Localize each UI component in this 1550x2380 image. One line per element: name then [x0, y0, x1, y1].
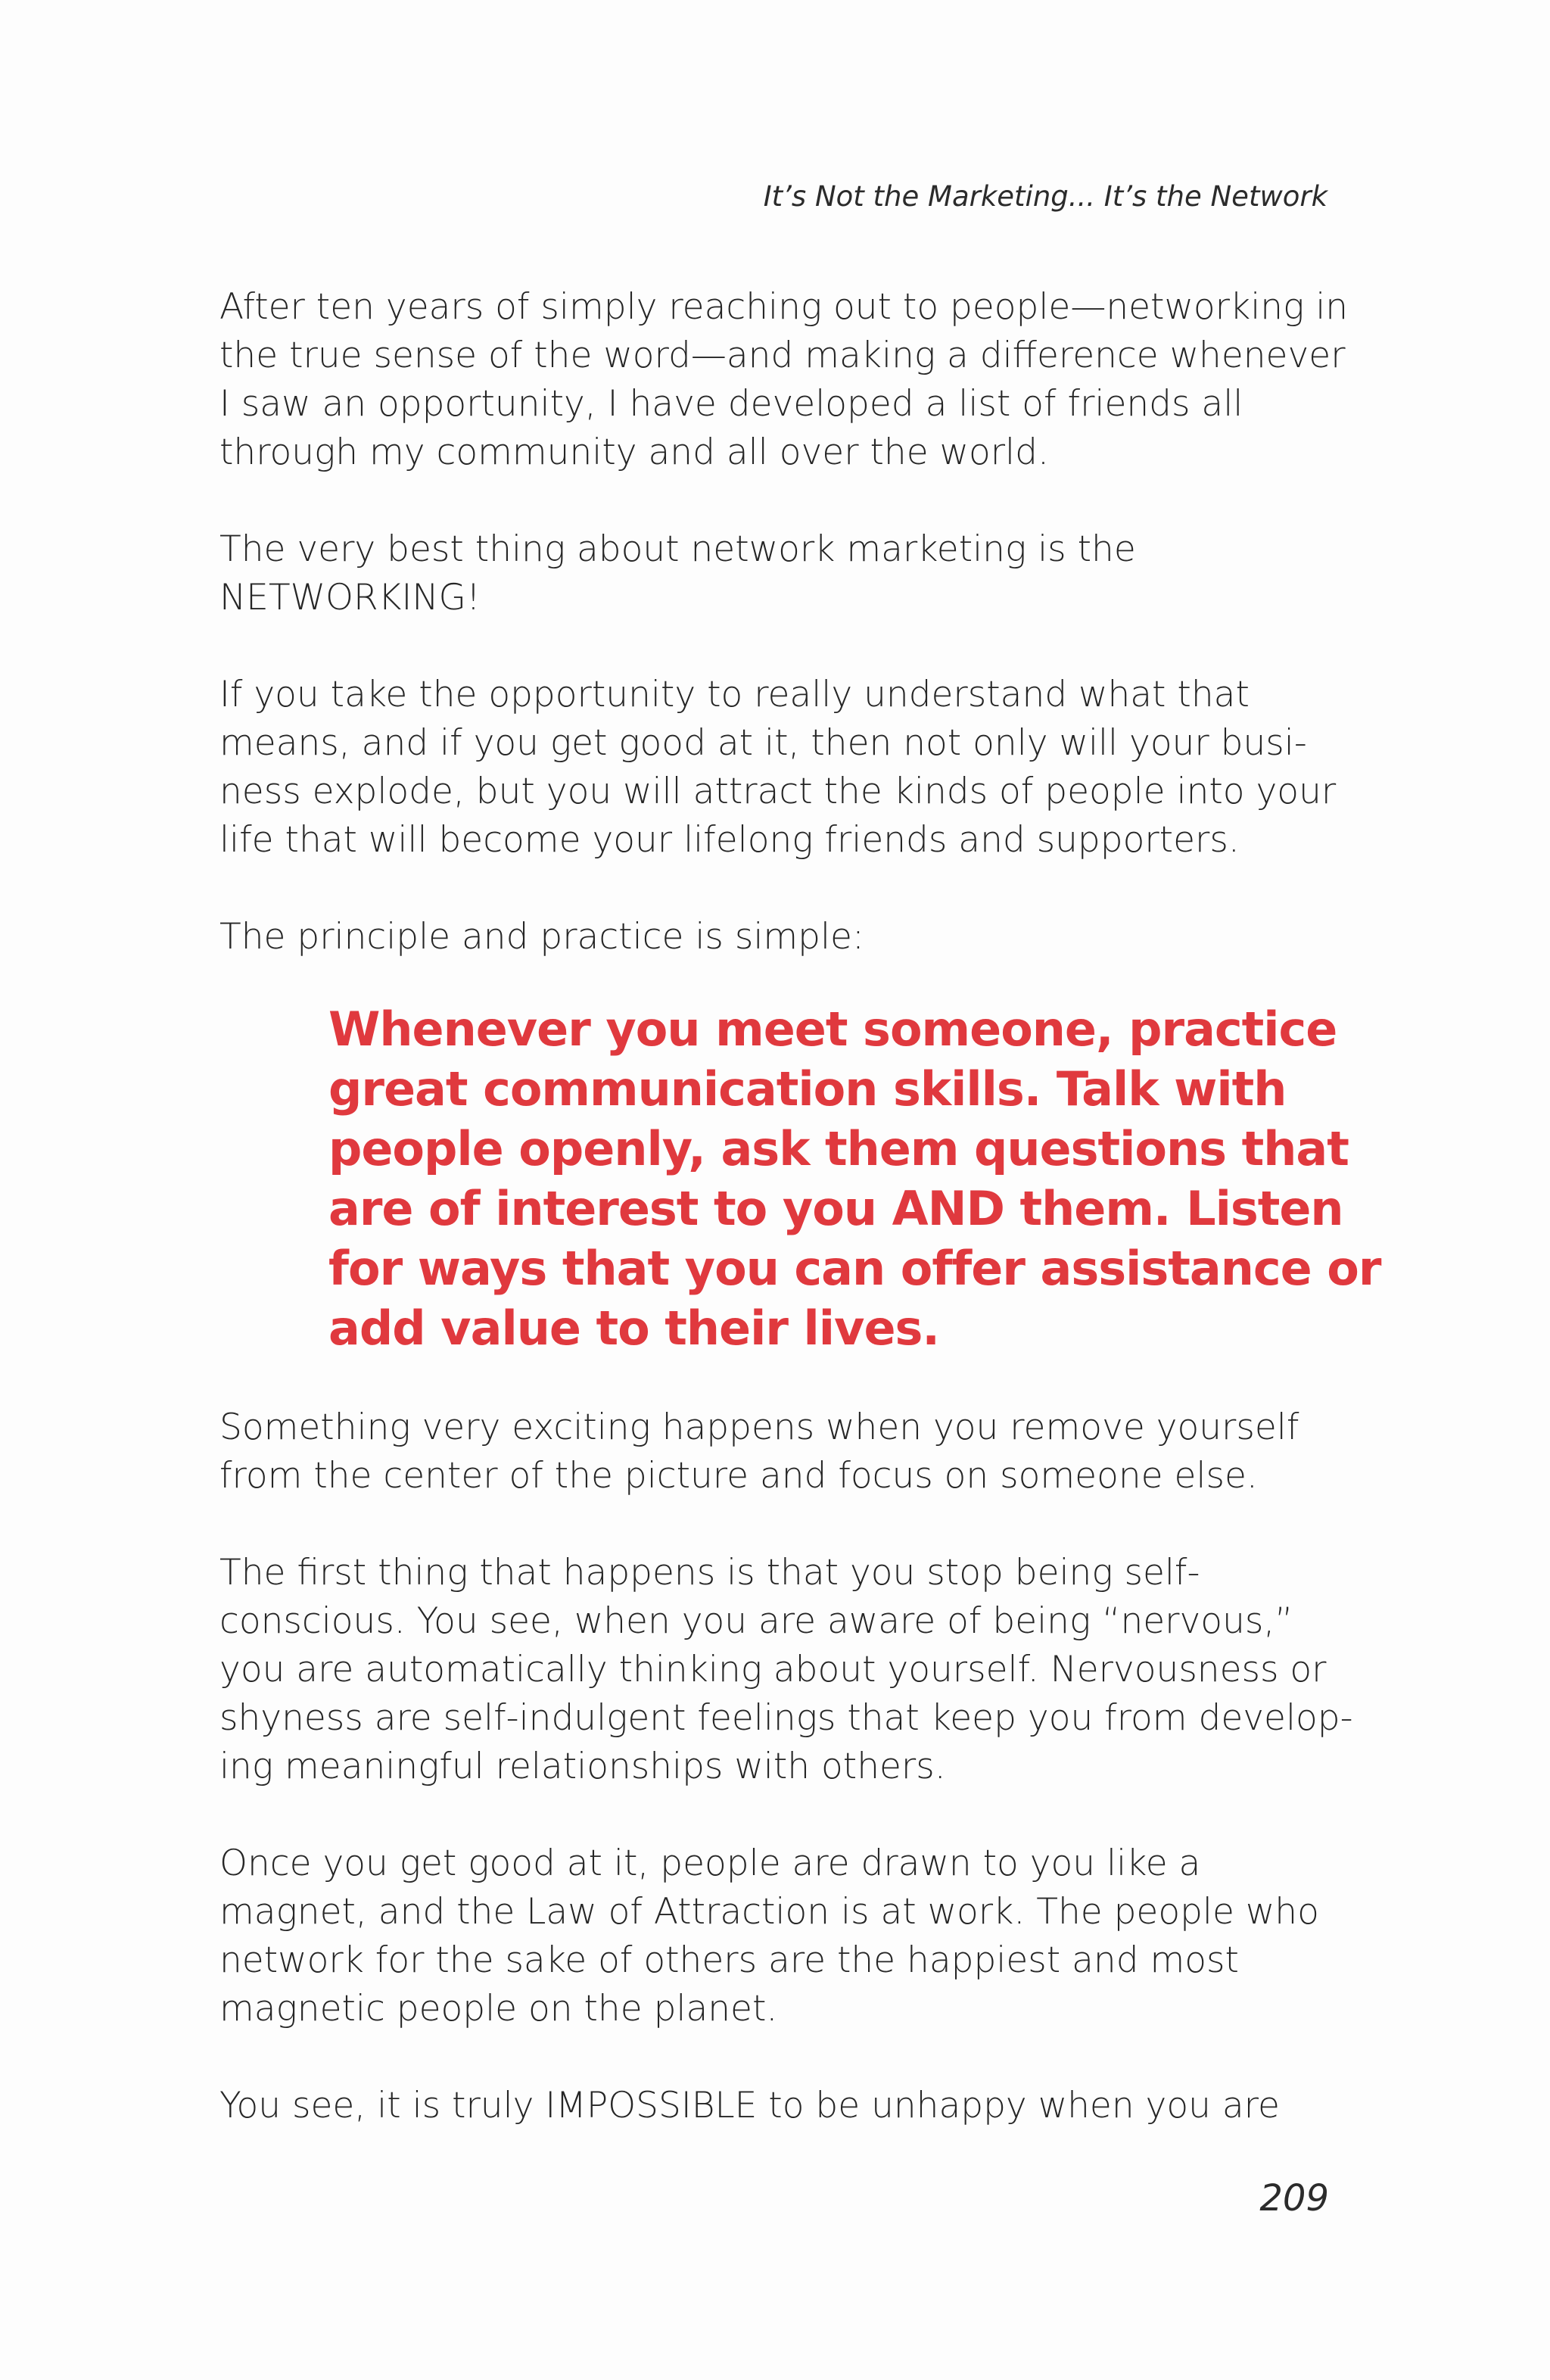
text-line: shyness are self-indulgent feelings that keep you from develop-	[219, 1697, 1353, 1739]
callout-line: Whenever you meet someone, practice	[328, 1002, 1337, 1057]
text-line: You see, it is truly IMPOSSIBLE to be unhappy when you are	[219, 2085, 1280, 2126]
callout-line: add value to their lives.	[328, 1301, 939, 1356]
text-line: magnet, and the Law of Attraction is at work. The people who	[219, 1891, 1319, 1933]
paragraph	[219, 283, 1349, 477]
text-line: The principle and practice is simple:	[219, 916, 864, 958]
paragraph	[219, 1549, 1353, 1791]
page-body	[219, 283, 1381, 2179]
paragraph	[219, 525, 1332, 622]
text-line: from the center of the picture and focus on someone else.	[219, 1455, 1258, 1497]
text-line: network for the sake of others are the happiest and most	[219, 1939, 1239, 1981]
text-line: NETWORKING!	[219, 577, 481, 618]
paragraph	[219, 1840, 1332, 2033]
text-line: Something very exciting happens when you remove yourself	[219, 1407, 1299, 1448]
text-line: The first thing that happens is that you stop being self-	[219, 1552, 1200, 1593]
paragraph	[219, 913, 1332, 961]
text-line: through my community and all over the world.	[219, 431, 1049, 473]
text-line: Once you get good at it, people are drawn to you like a	[219, 1843, 1201, 1884]
paragraph	[219, 671, 1337, 864]
text-line: the true sense of the word—and making a difference whenever	[219, 335, 1346, 376]
callout-line: for ways that you can offer assistance or	[328, 1241, 1381, 1296]
callout-line: people openly, ask them questions that	[328, 1121, 1349, 1176]
running-header: It’s Not the Marketing... It’s the Network	[763, 180, 1327, 213]
callout-quote	[328, 999, 1381, 1358]
text-line: I saw an opportunity, I have developed a list of friends all	[219, 383, 1243, 425]
callout-line: are of interest to you AND them. Listen	[328, 1181, 1343, 1236]
page-number: 209	[1259, 2177, 1329, 2220]
text-line: magnetic people on the planet.	[219, 1988, 778, 2030]
text-line: conscious. You see, when you are aware of being “nervous,”	[219, 1600, 1293, 1642]
text-line: life that will become your lifelong friends and supporters.	[219, 819, 1240, 861]
text-line: The very best thing about network marketing is the	[219, 528, 1136, 570]
paragraph	[219, 1403, 1332, 1500]
text-line: you are automatically thinking about yourself. Nervousness or	[219, 1649, 1327, 1690]
text-line: If you take the opportunity to really understand what that	[219, 674, 1250, 715]
text-line: After ten years of simply reaching out to people—networking in	[219, 286, 1349, 328]
text-line: ing meaningful relationships with others.	[219, 1746, 946, 1787]
paragraph	[219, 2082, 1332, 2130]
text-line: ness explode, but you will attract the kinds of people into your	[219, 771, 1337, 812]
callout-line: great communication skills. Talk with	[328, 1061, 1287, 1117]
text-line: means, and if you get good at it, then not only will your busi-	[219, 722, 1307, 764]
